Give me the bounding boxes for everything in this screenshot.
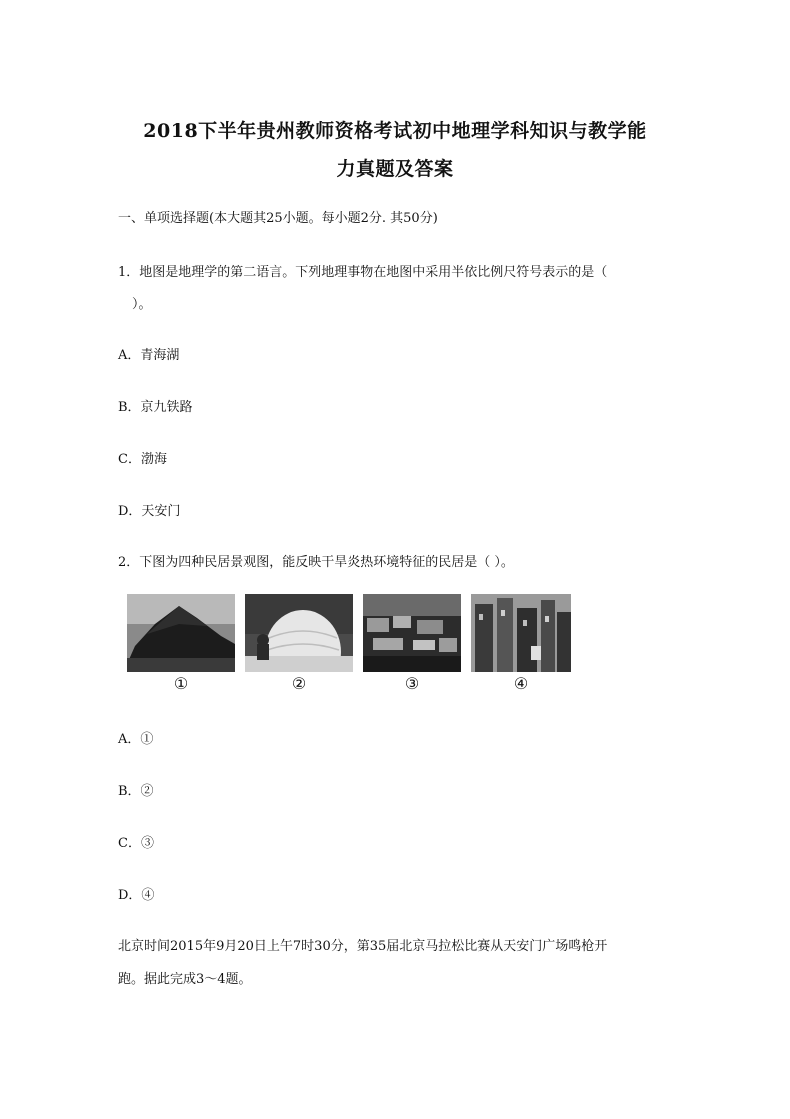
q1-stem-line-1: 1．地图是地理学的第二语言。下列地理事物在地图中采用半依比例尺符号表示的是（ bbox=[118, 265, 608, 280]
doc-title-line-1: 2018下半年贵州教师资格考试初中地理学科知识与教学能 bbox=[143, 120, 647, 142]
doc-title-line-2: 力真题及答案 bbox=[336, 158, 454, 180]
passage-line-1: 北京时间2015年9月20日上午7时30分，第35届北京马拉松比赛从天安门广场鸣枪开 bbox=[118, 939, 608, 954]
dwellings-figure bbox=[127, 594, 577, 694]
photo-caption-4: ④ bbox=[513, 674, 529, 693]
dwelling-photo-2 bbox=[245, 594, 353, 672]
photo-caption-3: ③ bbox=[404, 674, 420, 693]
q1-option-d: D．天安门 bbox=[118, 504, 181, 519]
section-heading: 一、单项选择题(本大题其25小题。每小题2分. 其50分) bbox=[118, 211, 438, 226]
photo-caption-1: ① bbox=[173, 674, 189, 693]
q1-stem-line-2: ）。 bbox=[132, 297, 152, 312]
dwelling-photo-1 bbox=[127, 594, 235, 672]
passage-line-2: 跑。据此完成3～4题。 bbox=[118, 972, 252, 987]
dwelling-photo-3 bbox=[363, 594, 461, 672]
photo-caption-2: ② bbox=[291, 674, 307, 693]
q2-option-a: A．① bbox=[118, 732, 154, 747]
q2-option-c: C．③ bbox=[118, 836, 154, 851]
q1-option-b: B．京九铁路 bbox=[118, 400, 193, 415]
q2-option-d: D．④ bbox=[118, 888, 155, 903]
dwelling-photo-4 bbox=[471, 594, 571, 672]
q2-stem: 2．下图为四种民居景观图，能反映干旱炎热环境特征的民居是（ ）。 bbox=[118, 555, 514, 570]
q2-option-b: B．② bbox=[118, 784, 154, 799]
q1-option-c: C．渤海 bbox=[118, 452, 167, 467]
q1-option-a: A．青海湖 bbox=[118, 348, 180, 363]
